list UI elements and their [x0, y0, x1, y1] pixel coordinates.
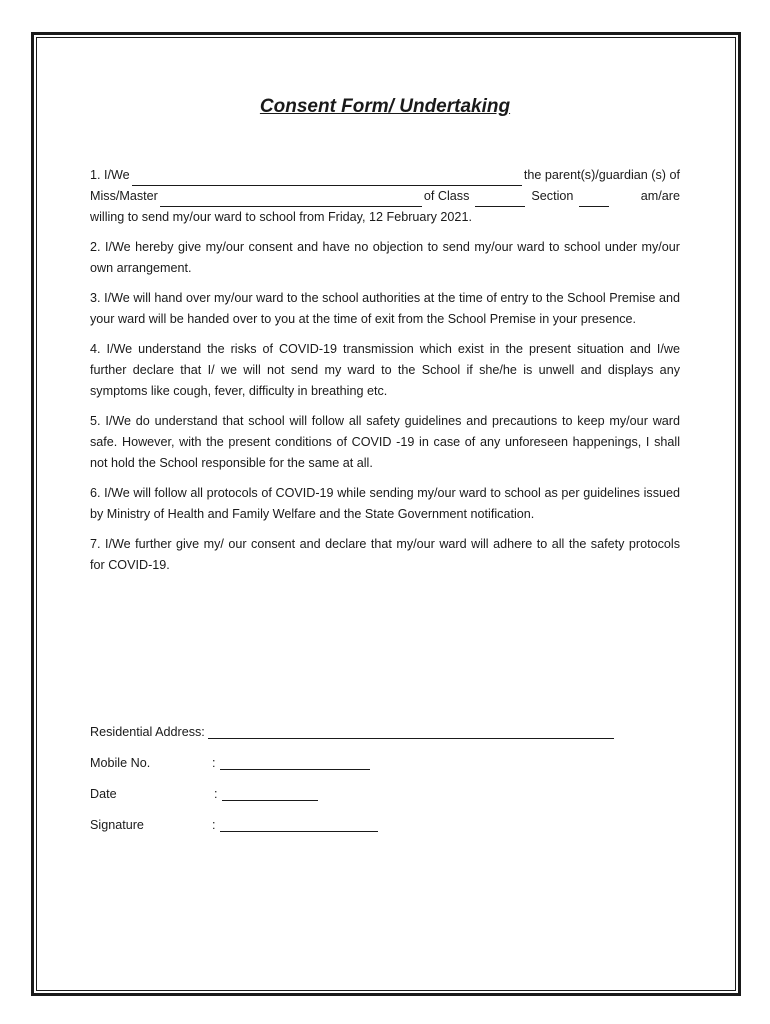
clause-1-line-2 [90, 186, 680, 207]
clause-1-tail: the parent(s)/guardian (s) of [523, 168, 680, 182]
address-field [90, 718, 614, 739]
clause-3: 3. I/We will hand over my/our ward to the school authorities at the time of entry to the School Premise and your ward will be handed over to you at the time of exit from the School Premise in your presence. [90, 291, 680, 326]
form-title: Consent Form/ Undertaking [259, 96, 511, 117]
parent-name-blank[interactable] [132, 171, 522, 186]
section-blank[interactable] [579, 192, 609, 207]
clause-1-am-are: am/are [640, 189, 680, 203]
date-label: Date [90, 787, 117, 801]
date-colon: : [214, 787, 218, 801]
date-input[interactable] [222, 786, 318, 801]
clause-1-lead: 1. I/We [90, 168, 130, 182]
clause-7: 7. I/We further give my/ our consent and declare that my/our ward will adhere to all the safety protocols for COVID-19. [90, 537, 680, 572]
clause-1-of-class: of Class [423, 189, 470, 203]
clause-4: 4. I/We understand the risks of COVID-19 transmission which exist in the present situation and I/we further declare that I/ we will not send my ward to the School if she/he is unwell and displays any symptoms like cough, fever, difficulty in breathing etc. [90, 342, 680, 398]
address-label: Residential Address: [90, 725, 205, 739]
signature-input[interactable] [220, 817, 378, 832]
clause-1 [90, 165, 680, 228]
address-input[interactable] [208, 724, 614, 739]
clause-5: 5. I/We do understand that school will follow all safety guidelines and precautions to keep my/our ward safe. However, with the present conditions of COVID -19 in case of any unforeseen happenings, I shall not hold the School responsible for the same at all. [90, 414, 680, 470]
signature-field [90, 811, 614, 832]
clause-6: 6. I/We will follow all protocols of COVID-19 while sending my/our ward to school as per guidelines issued by Ministry of Health and Family Welfare and the State Government notification. [90, 486, 680, 521]
date-field [90, 780, 614, 801]
clause-1-section: Section [531, 189, 574, 203]
mobile-colon: : [212, 756, 216, 770]
mobile-input[interactable] [220, 755, 370, 770]
signature-label: Signature [90, 818, 144, 832]
clause-2: 2. I/We hereby give my/our consent and have no objection to send my/our ward to school under my/our own arrangement. [90, 240, 680, 275]
ward-name-blank[interactable] [160, 192, 422, 207]
class-blank[interactable] [475, 192, 525, 207]
clause-1-miss-master: Miss/Master [90, 189, 158, 203]
clause-1-line-1 [90, 165, 680, 186]
signature-colon: : [212, 818, 216, 832]
contact-fields [90, 718, 614, 842]
mobile-label: Mobile No. [90, 756, 151, 770]
clause-1-line-3: willing to send my/our ward to school from Friday, 12 February 2021. [90, 210, 472, 224]
mobile-field [90, 749, 614, 770]
form-body [90, 165, 680, 585]
